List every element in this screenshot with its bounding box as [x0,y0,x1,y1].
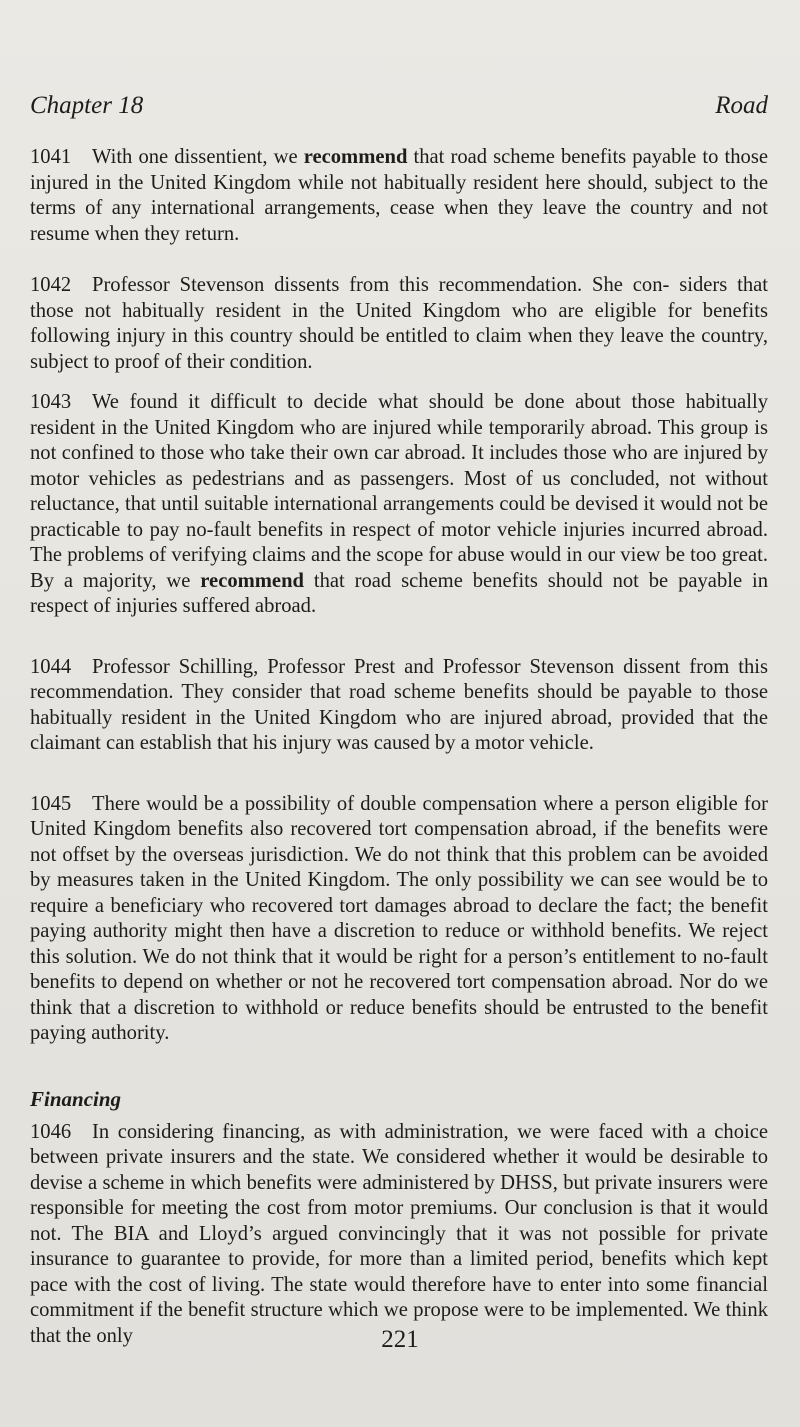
paragraph-text: In considering financing, as with administration, we were faced with a choice between private insurers and the state. We considered whether it would be desirable to devise a scheme in which benefits were administered by DHSS, but private insurers were responsible for meeting the cost from motor premiums. Our conclusion is that it would not. The BIA and Lloyd’s argued convincingly that it was not possible for private insurance to guarantee to provide, for more than a limited period, benefits which kept pace with the cost of living. The state would therefore have to enter into some financial commitment if the benefit structure which we propose were to be implemented. We think that the only [30,1120,768,1347]
paragraph-number: 1043 [30,391,72,413]
emphasis-recommend: recommend [303,146,408,168]
section-heading-financing: Financing [30,1086,122,1111]
chapter-label: Chapter 18 [30,92,144,119]
paragraph-1045 [30,792,768,1047]
paragraph-text: There would be a possibility of double compensation where a person eligible for United Kingdom benefits also recovered tort compensation abroad, if the benefits were not offset by the overseas jurisdiction. We do not think that this problem can be avoided by measures taken in the United Kingdom. The only possibility we can see would be to require a beneficiary who recovered tort damages abroad to declare the fact; the benefit paying authority might then have a discretion to reduce or withhold benefits. We reject this solution. We do not think that it would be right for a person’s entitlement to no-fault benefits to depend on whether or not he recovered tort compensation abroad. Nor do we think that a discretion to withhold or reduce benefits should be entrusted to the benefit paying authority. [30,792,768,1044]
paragraph-text: that road scheme benefits payable to those injured in the United Kingdom while not habitually resident here should, subject to the terms of any international arrangements, cease when they leave the country and not resume when they return. [30,146,768,245]
paragraph-text: Professor Stevenson dissents from this recommendation. She con- siders that those not habitually resident in the United Kingdom who are eligible for benefits following injury in this country should be entitled to claim when they leave the country, subject to proof of their condition. [30,274,768,373]
paragraph-1046 [30,1120,768,1350]
page-number: 221 [381,1326,419,1353]
paragraph-1042 [30,273,768,375]
paragraph-text: With one dissentient, we [92,146,304,168]
paragraph-1043 [30,390,768,620]
paragraph-text: that road scheme benefits should not be payable in respect of injuries suffered abroad. [30,569,768,617]
paragraph-1041 [30,145,768,247]
running-header [30,92,768,120]
paragraph-number: 1042 [30,274,72,296]
section-label: Road [715,92,768,119]
paragraph-text: Professor Schilling, Professor Prest and Professor Stevenson dissent from this recommendation. They consider that road scheme benefits should be payable to those habitually resident in the United Kingdom who are injured abroad, provided that the claimant can establish that his injury was caused by a motor vehicle. [30,655,768,754]
emphasis-recommend: recommend [200,569,304,592]
paragraph-number: 1046 [30,1120,72,1143]
paragraph-number: 1041 [30,146,72,168]
paragraph-1044 [30,655,768,757]
body-text [30,145,768,1349]
paragraph-text: We found it difficult to decide what should be done about those habitually resident in the United Kingdom who are injured while temporarily abroad. This group is not confined to those who take their own car abroad. It includes those who are injured by motor vehicles as pedestrians and as passengers. Most of us concluded, not without reluctance, that until suitable international arrangements could be devised it would not be practicable to pay no-fault benefits in respect of motor vehicle injuries incurred abroad. The problems of verifying claims and the scope for abuse would in our view be too great. By a majority, we [30,391,768,592]
paragraph-number: 1044 [30,655,72,678]
paragraph-number: 1045 [30,792,72,815]
